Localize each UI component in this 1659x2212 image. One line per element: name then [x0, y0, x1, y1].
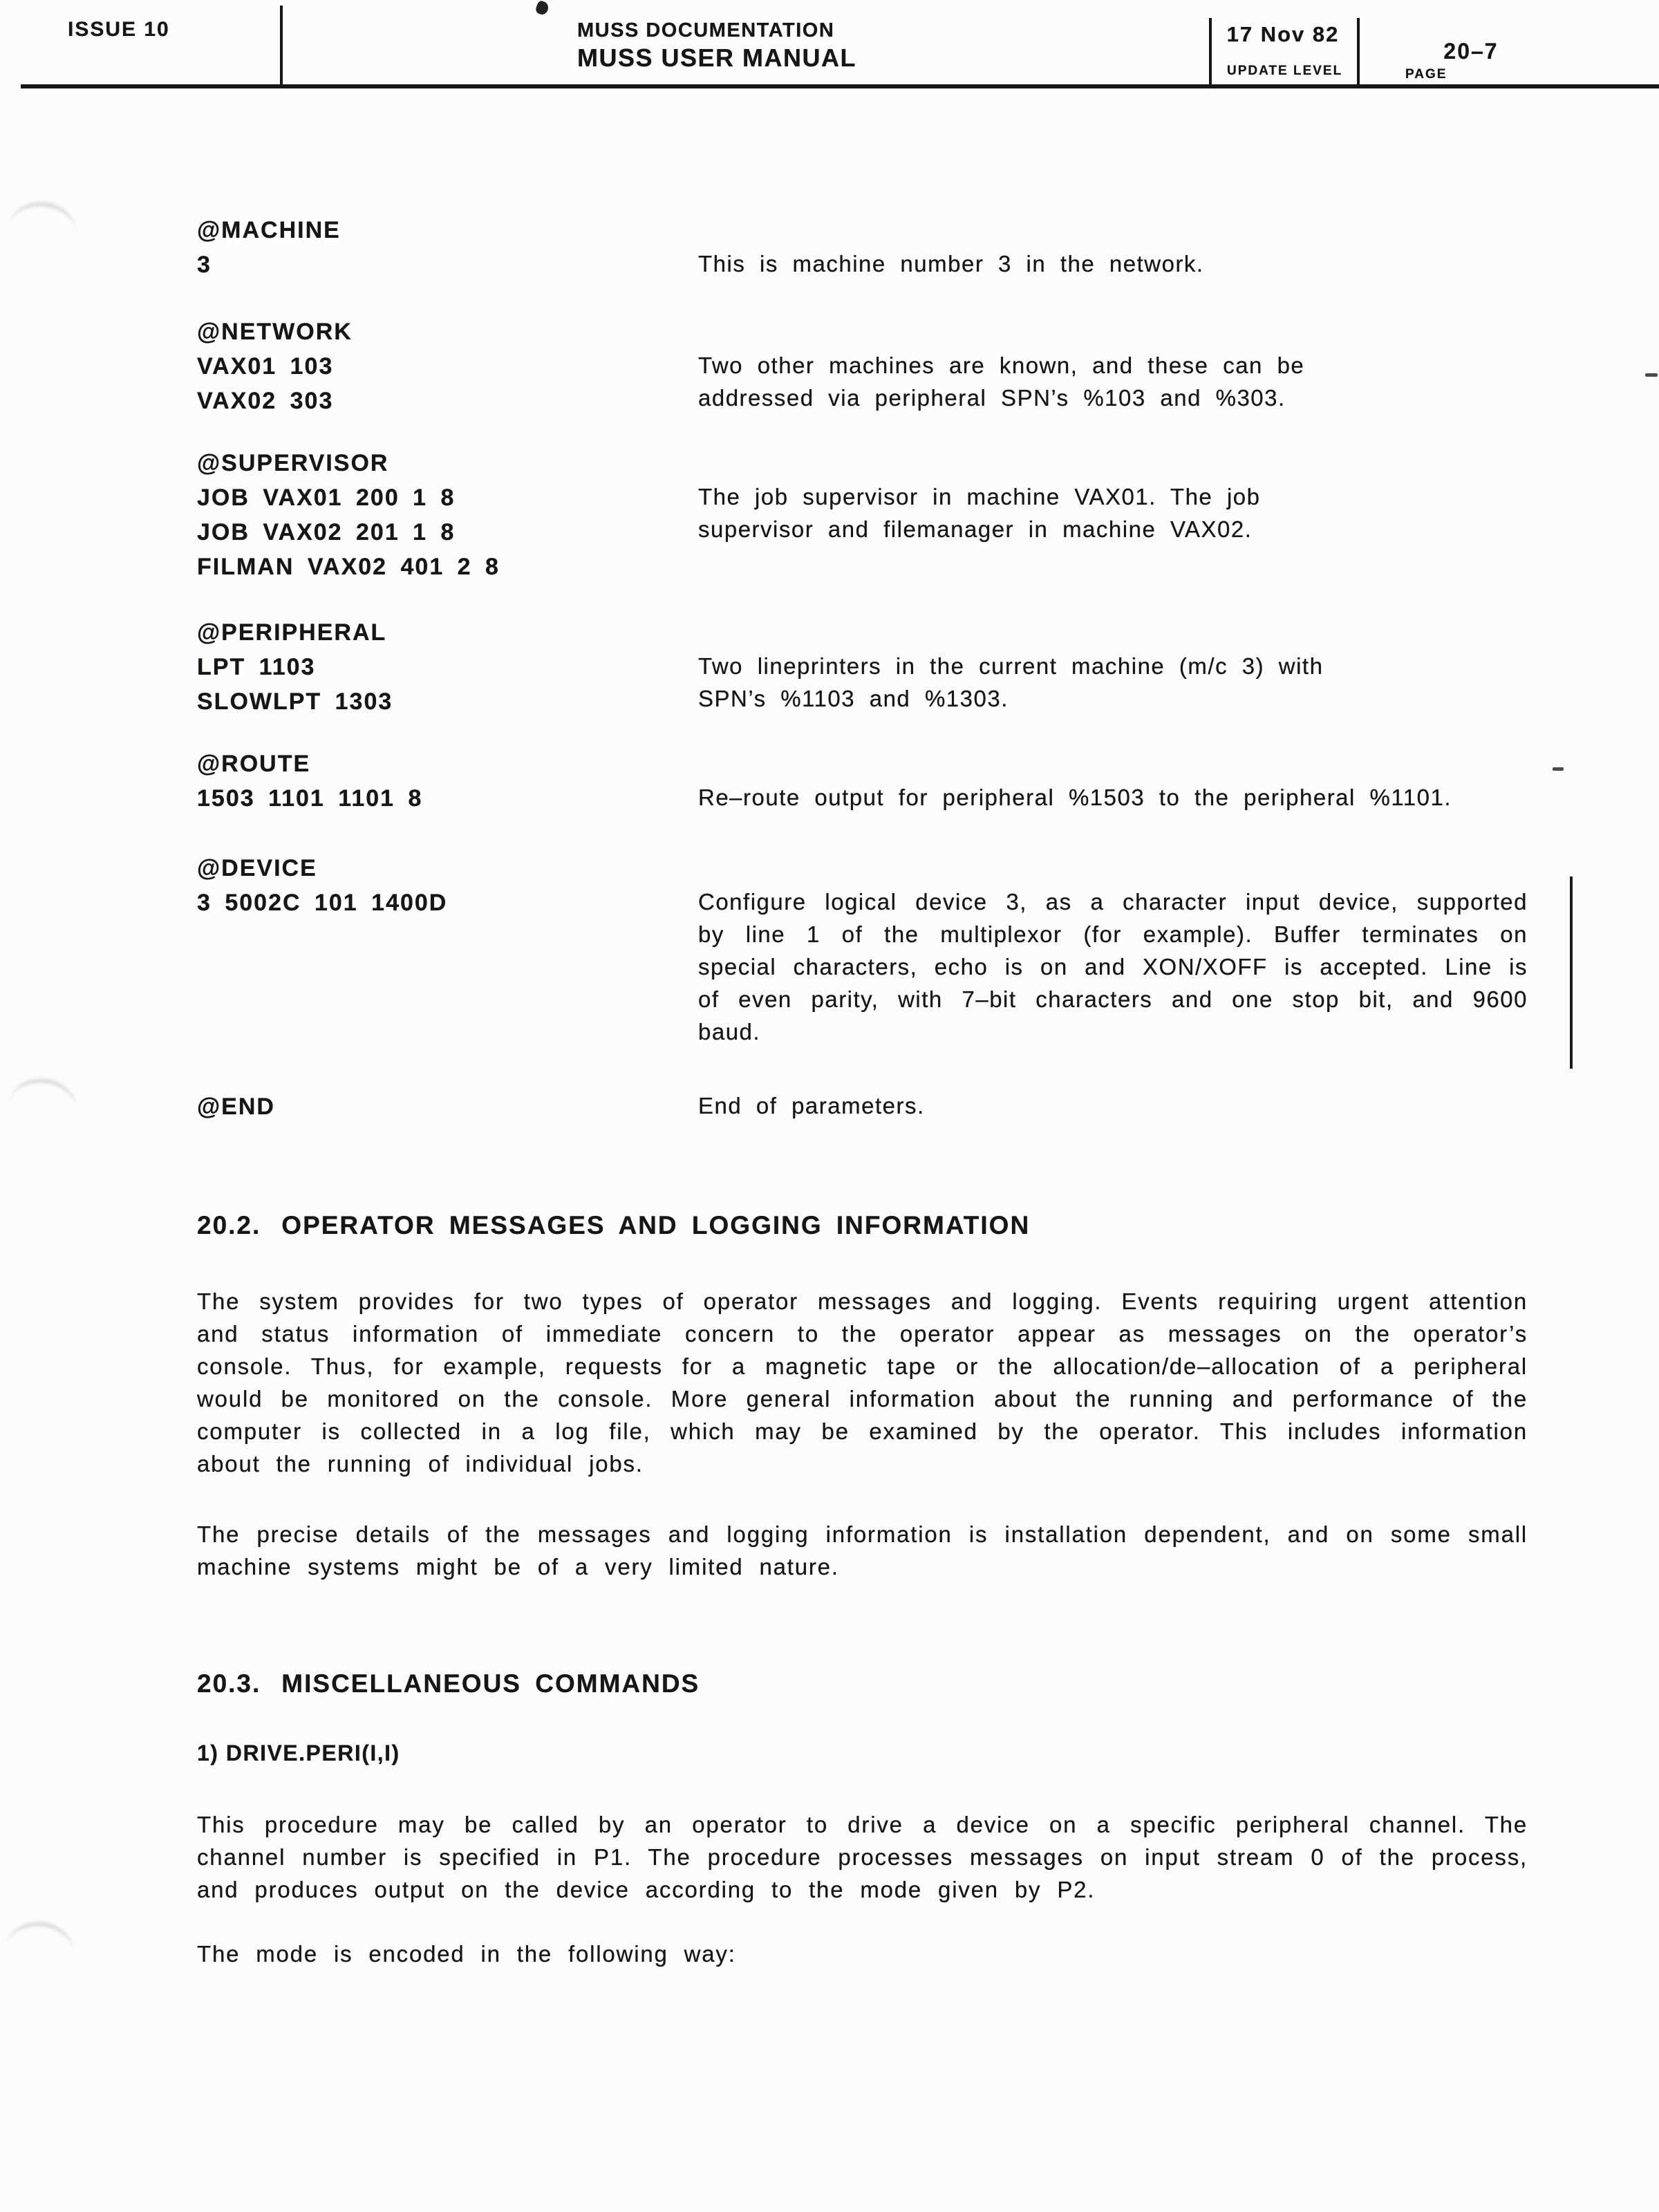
command-listing — [197, 851, 698, 920]
document-title — [577, 21, 856, 71]
issue-number: ISSUE 10 — [68, 18, 170, 41]
param-example-network — [197, 315, 1528, 418]
scan-artifact-dash — [1645, 373, 1658, 377]
command-description: This is machine number 3 in the network. — [698, 251, 1204, 276]
param-example-supervisor — [197, 446, 1528, 584]
page-label: PAGE — [1405, 67, 1447, 82]
command-listing — [197, 315, 698, 418]
numbered-command-item: 1) DRIVE.PERI(I,I) — [197, 1741, 400, 1765]
scan-artifact-arc — [3, 1918, 76, 1984]
command-line: @MACHINE — [197, 217, 341, 243]
update-level-value: 17 Nov 82 — [1226, 22, 1340, 46]
command-listing — [197, 747, 698, 816]
command-line: @SUPERVISOR — [197, 450, 389, 476]
command-description: Two lineprinters in the current machine (m/c 3) with SPN’s %1103 and %1303. — [698, 653, 1324, 711]
scan-artifact-arc — [6, 198, 79, 264]
command-line: SLOWLPT 1303 — [197, 688, 393, 715]
section-number: 20.2. — [197, 1211, 261, 1239]
paragraph: The mode is encoded in the following way: — [197, 1941, 736, 1967]
section-title: MISCELLANEOUS COMMANDS — [281, 1669, 700, 1698]
command-line: @DEVICE — [197, 855, 317, 881]
document-title-line2: MUSS USER MANUAL — [577, 44, 857, 72]
command-line: 3 5002C 101 1400D — [197, 890, 448, 916]
command-line: LPT 1103 — [197, 654, 316, 680]
command-line: VAX01 103 — [197, 353, 334, 379]
command-description: End of parameters. — [698, 1093, 925, 1118]
paragraph: The system provides for two types of operator messages and logging. Events requiring urgent attention and status information of immediate concern to the operator appear as messages on the operator’s console. Thus, for example, requests for a magnetic tape or the allocation/de–allocation of a peripheral would be monitored on the console. More general information about the running and performance of the computer is collected in a log file, which may be examined by the operator. This includes information about the running of individual jobs. — [197, 1288, 1528, 1477]
command-line: @NETWORK — [197, 319, 353, 345]
section-heading-20-2 — [197, 1210, 1528, 1241]
scan-artifact-arc — [6, 1075, 79, 1141]
header-divider — [280, 6, 283, 87]
section-number: 20.3. — [197, 1669, 261, 1698]
document-title-line1: MUSS DOCUMENTATION — [577, 19, 835, 41]
command-line: @ROUTE — [197, 751, 311, 777]
command-description: Re–route output for peripheral %1503 to the peripheral %1101. — [698, 785, 1452, 810]
revision-change-bar — [1570, 877, 1573, 1069]
param-example-end — [197, 1089, 1528, 1124]
command-line: JOB VAX01 200 1 8 — [197, 485, 456, 511]
param-example-machine — [197, 213, 1528, 282]
command-line: JOB VAX02 201 1 8 — [197, 519, 456, 545]
paragraph: This procedure may be called by an operator to drive a device on a specific peripheral channel. The channel number is specified in P1. The procedure processes messages on input stream 0 of the process, and produces output on the device according to the mode given by P2. — [197, 1812, 1528, 1902]
scan-artifact-dash — [1553, 767, 1564, 771]
param-example-route — [197, 747, 1528, 816]
command-listing — [197, 615, 698, 719]
param-example-device — [197, 851, 1528, 1048]
section-title: OPERATOR MESSAGES AND LOGGING INFORMATION — [281, 1211, 1031, 1239]
scan-speck — [534, 0, 550, 16]
page-header — [0, 0, 1659, 88]
command-description: The job supervisor in machine VAX01. The job supervisor and filemanager in machine VAX02. — [698, 484, 1261, 542]
section-heading-20-3 — [197, 1669, 1528, 1699]
command-line: VAX02 303 — [197, 388, 334, 414]
paragraph: The precise details of the messages and logging information is installation dependent, and on some small machine systems might be of a very limited nature. — [197, 1521, 1528, 1580]
command-listing — [197, 1089, 698, 1124]
command-line: @PERIPHERAL — [197, 619, 387, 646]
header-divider — [1357, 18, 1360, 87]
command-description: Two other machines are known, and these can be addressed via peripheral SPN’s %103 and %303. — [698, 353, 1305, 411]
command-line: 1503 1101 1101 8 — [197, 785, 423, 812]
command-description: Configure logical device 3, as a character input device, supported by line 1 of the multiplexor (for example). Buffer terminates on special characters, echo is on and XON/XOFF is accepted. Line is of even parity, with 7–bit characters and one stop bit, and 9600 baud. — [698, 889, 1528, 1044]
command-line: 3 — [197, 252, 212, 278]
command-listing — [197, 446, 698, 584]
command-line: @END — [197, 1094, 275, 1120]
page-number: 20–7 — [1443, 39, 1499, 64]
update-level-label: UPDATE LEVEL — [1227, 64, 1343, 78]
command-listing — [197, 213, 698, 282]
page-content — [197, 213, 1528, 1970]
header-divider — [1209, 18, 1212, 87]
header-rule — [21, 84, 1659, 88]
command-line: FILMAN VAX02 401 2 8 — [197, 554, 500, 580]
param-example-peripheral — [197, 615, 1528, 719]
